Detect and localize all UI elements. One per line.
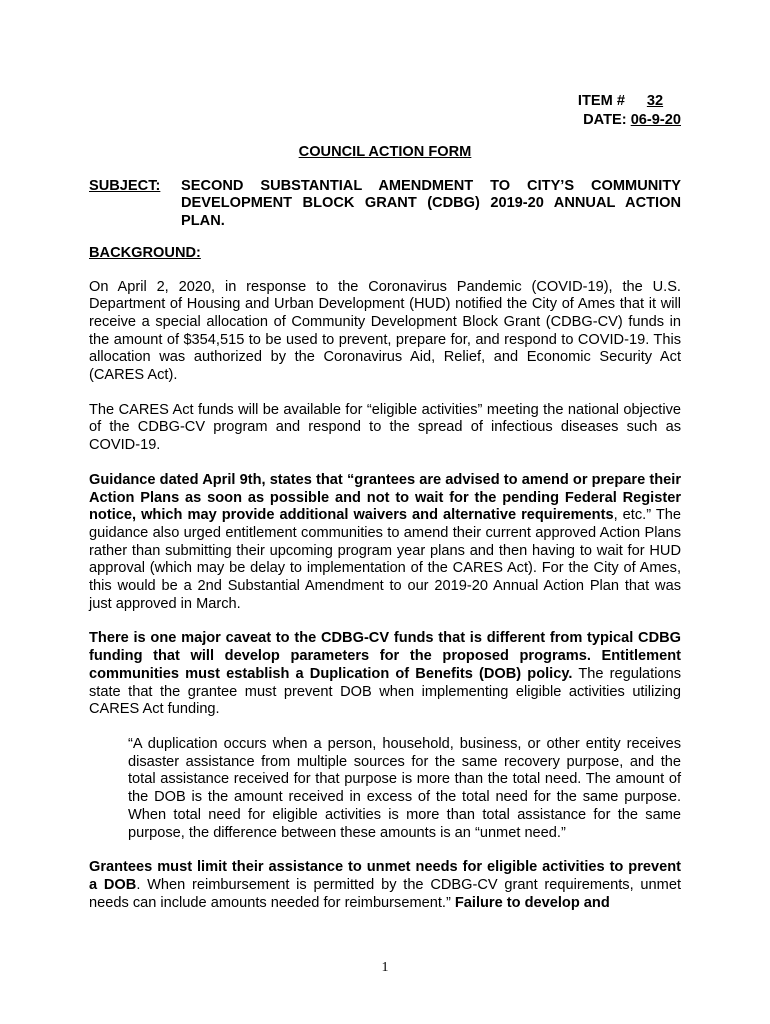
paragraph-2: The CARES Act funds will be available for “eligible activities” meeting the national objective of the CDBG-CV program and respond to the spread of infectious diseases such as COVID-19.: [89, 401, 681, 454]
paragraph-3-text: , etc.” The guidance also urged entitlement communities to amend their current approved Action Plans rather than submitting their upcoming program year plans and then having to wait for HUD approval (which may be delay to implementation of the CARES Act). For the City of Ames, this would be a 2nd Substantial Amendment to our 2019-20 Annual Action Plan that was just approved in March.: [89, 507, 681, 612]
date-value: 06-9-20: [630, 112, 681, 128]
paragraph-3-bold: Guidance dated April 9th, states that “grantees are advised to amend or prepare their Action Plans as soon as possible and not to wait for the pending Federal Register notice, which may provide additional waivers and alternative requirements: [89, 471, 681, 524]
paragraph-5-bold: Grantees must limit their assistance to unmet needs for eligible activities to prevent a DOB: [89, 859, 681, 893]
paragraph-3: [89, 472, 681, 614]
paragraph-1: On April 2, 2020, in response to the Coronavirus Pandemic (COVID-19), the U.S. Department of Housing and Urban Development (HUD) notified the City of Ames that it will receive a special allocation of Community Development Block Grant (CDBG-CV) funds in the amount of $354,515 to be used to prevent, prepare for, and respond to COVID-19. This allocation was authorized by the Coronavirus Aid, Relief, and Economic Security Act (CARES Act).: [89, 278, 681, 384]
form-title: COUNCIL ACTION FORM: [298, 144, 472, 160]
page-number: 1: [381, 960, 389, 975]
item-number-line: [89, 92, 681, 111]
paragraph-4-text: The regulations state that the grantee must prevent DOB when implementing eligible activities utilizing CARES Act funding.: [89, 665, 682, 718]
paragraph-5-text: . When reimbursement is permitted by the CDBG-CV grant requirements, unmet needs can include amounts needed for reimbursement.”: [89, 876, 681, 911]
item-number: 32: [646, 93, 664, 109]
background-heading: BACKGROUND:: [89, 244, 201, 261]
item-header: [89, 92, 681, 130]
paragraph-5-bold-tail: Failure to develop and: [450, 894, 610, 911]
subject-label-wrap: [89, 178, 181, 231]
background-heading-wrap: [89, 245, 681, 263]
block-quote: “A duplication occurs when a person, household, business, or other entity receives disaster assistance from multiple sources for the same recovery purpose, and the total assistance received for that purpose is more than the total need. The amount of the DOB is the amount received in excess of the total need for the same purpose. When total need for eligible activities is more than total assistance for the same purpose, the difference between these amounts is an “unmet need.”: [128, 735, 681, 841]
paragraph-4-bold: There is one major caveat to the CDBG-CV funds that is different from typical CDBG funding that will develop parameters for the proposed programs. Entitlement communities must establish a Duplication of Benefits (DOB) policy.: [89, 630, 681, 682]
subject-block: [89, 178, 681, 231]
paragraph-4: [89, 630, 681, 719]
document-content: [89, 92, 681, 912]
subject-label: SUBJECT:: [89, 177, 161, 194]
subject-text: SECOND SUBSTANTIAL AMENDMENT TO CITY’S COMMUNITY DEVELOPMENT BLOCK GRANT (CDBG) 2019-20 ANNUAL ACTION PLAN.: [181, 177, 681, 230]
paragraph-5: [89, 859, 681, 912]
date-line: [89, 111, 681, 130]
date-label: DATE:: [583, 112, 627, 128]
item-label: ITEM #: [577, 93, 625, 109]
